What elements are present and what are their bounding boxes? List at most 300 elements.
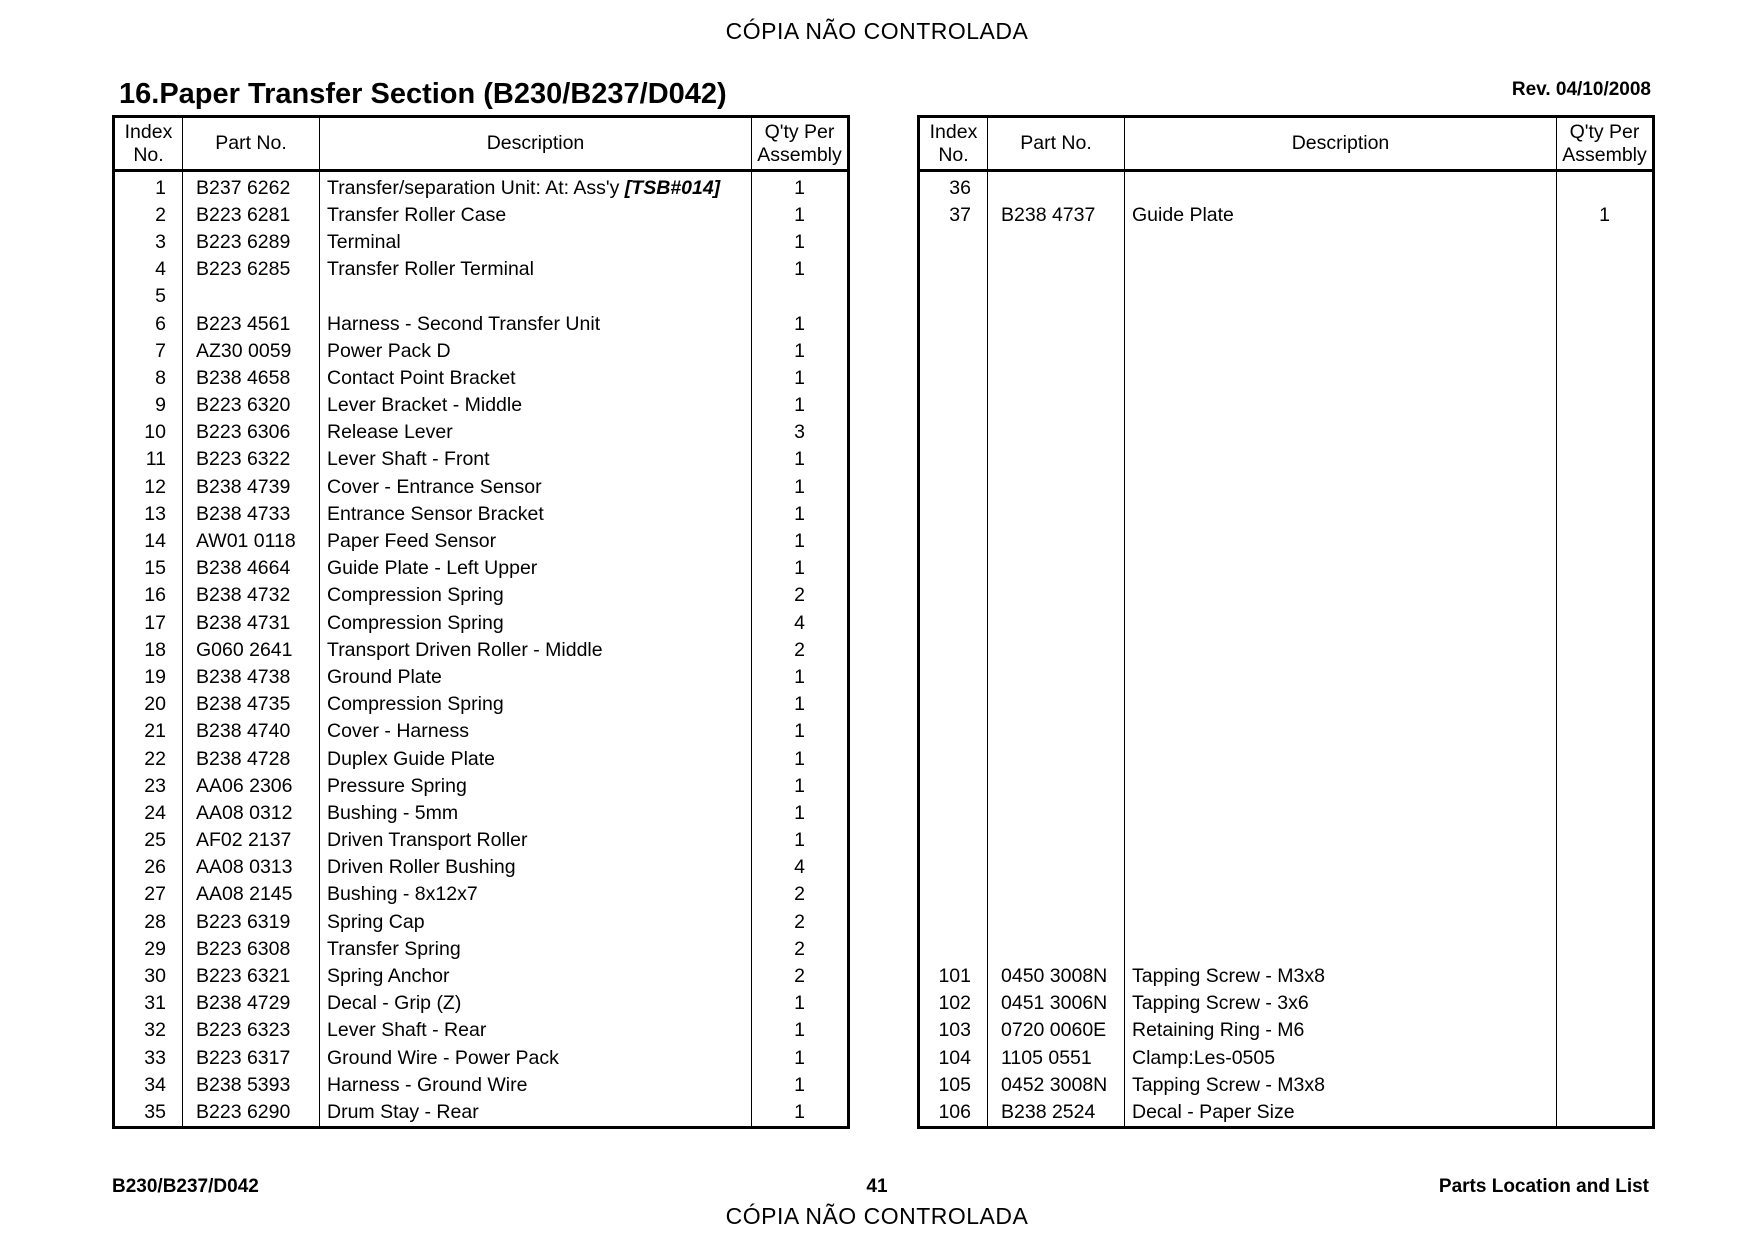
footer-section: Parts Location and List	[1438, 1176, 1649, 1197]
table-row	[114, 310, 849, 337]
cell-part-no	[183, 609, 320, 636]
cell-index-text: 103	[938, 1019, 971, 1042]
cell-description	[1125, 446, 1557, 473]
cell-index	[114, 772, 183, 799]
cell-description-text: Lever Shaft - Rear	[327, 1019, 487, 1042]
table-row	[919, 908, 1654, 935]
cell-index	[919, 1044, 988, 1071]
table-row	[114, 691, 849, 718]
cell-qty-text: 1	[794, 176, 805, 199]
cell-description	[1125, 854, 1557, 881]
cell-index-text: 20	[144, 693, 166, 716]
cell-index	[919, 854, 988, 881]
cell-qty	[1557, 881, 1654, 908]
table-row	[919, 799, 1654, 826]
table-row	[919, 171, 1654, 202]
cell-description-text: Harness - Ground Wire	[327, 1073, 528, 1096]
table-row	[919, 745, 1654, 772]
cell-index-text: 6	[155, 312, 166, 335]
cell-part-no	[183, 201, 320, 228]
cell-description	[320, 636, 752, 663]
cell-index	[114, 337, 183, 364]
cell-qty-text: 2	[794, 910, 805, 933]
table-row	[114, 582, 849, 609]
cell-part-no-text: B238 4658	[196, 366, 291, 389]
cell-part-no-text: B238 4739	[196, 475, 291, 498]
cell-part-no-text: 1105 0551	[1001, 1046, 1092, 1069]
cell-qty-text: 2	[794, 965, 805, 988]
cell-qty	[752, 990, 849, 1017]
table-row	[114, 1017, 849, 1044]
cell-qty	[752, 473, 849, 500]
cell-index-text: 8	[155, 366, 166, 389]
cell-index	[919, 636, 988, 663]
table-row	[114, 171, 849, 202]
cell-qty	[1557, 990, 1654, 1017]
cell-part-no	[183, 527, 320, 554]
cell-qty-text: 2	[794, 638, 805, 661]
cell-qty	[752, 663, 849, 690]
cell-index	[919, 500, 988, 527]
cell-qty	[1557, 691, 1654, 718]
cell-description-text: Driven Roller Bushing	[327, 856, 516, 879]
watermark-bottom: CÓPIA NÃO CONTROLADA	[725, 1203, 1029, 1229]
cell-qty-text: 1	[794, 992, 805, 1015]
cell-description	[1125, 256, 1557, 283]
cell-description	[320, 609, 752, 636]
cell-description	[320, 500, 752, 527]
cell-description	[320, 881, 752, 908]
cell-description-text: Transfer/separation Unit: At: Ass'y	[327, 176, 625, 199]
cell-description	[1125, 555, 1557, 582]
table-row	[114, 337, 849, 364]
table-row	[919, 935, 1654, 962]
cell-description	[320, 555, 752, 582]
cell-part-no-text: B223 6321	[196, 965, 291, 988]
cell-qty-text: 3	[794, 421, 805, 444]
cell-description-text: Terminal	[327, 230, 401, 253]
cell-part-no-text: AA08 0313	[196, 856, 293, 879]
cell-description	[1125, 283, 1557, 310]
cell-part-no	[183, 171, 320, 202]
header-qty: Q'ty Per Assembly	[1557, 117, 1654, 171]
cell-index	[919, 310, 988, 337]
cell-description-text: Compression Spring	[327, 584, 504, 607]
cell-description	[320, 446, 752, 473]
cell-index-text: 37	[949, 203, 971, 226]
cell-description	[320, 171, 752, 202]
cell-qty	[752, 962, 849, 989]
cell-index	[114, 446, 183, 473]
cell-description	[1125, 691, 1557, 718]
cell-part-no-text: B238 4728	[196, 747, 291, 770]
cell-description	[320, 582, 752, 609]
cell-qty-text: 1	[794, 801, 805, 824]
cell-index	[114, 256, 183, 283]
cell-part-no	[183, 310, 320, 337]
table-row	[114, 854, 849, 881]
cell-description-text: Duplex Guide Plate	[327, 747, 496, 770]
cell-description-text: Bushing - 8x12x7	[327, 883, 478, 906]
cell-index	[919, 582, 988, 609]
cell-qty	[752, 364, 849, 391]
cell-description	[1125, 1017, 1557, 1044]
cell-description	[320, 337, 752, 364]
cell-description	[1125, 609, 1557, 636]
cell-description-text: Retaining Ring - M6	[1132, 1019, 1305, 1042]
cell-part-no	[183, 745, 320, 772]
cell-index	[919, 718, 988, 745]
cell-index-text: 28	[144, 910, 166, 933]
cell-part-no-text: B223 6281	[196, 203, 291, 226]
table-row	[919, 990, 1654, 1017]
parts-table-left-body	[114, 171, 849, 1128]
cell-index-text: 11	[145, 448, 166, 471]
cell-qty	[1557, 500, 1654, 527]
header-index: Index No.	[919, 117, 988, 171]
cell-description	[1125, 228, 1557, 255]
cell-index-text: 13	[144, 502, 166, 525]
cell-qty-text: 1	[794, 203, 805, 226]
cell-index	[114, 364, 183, 391]
cell-description	[320, 1098, 752, 1127]
table-row	[919, 473, 1654, 500]
cell-part-no	[988, 636, 1125, 663]
cell-part-no	[988, 555, 1125, 582]
cell-description-text: Compression Spring	[327, 693, 504, 716]
cell-index-text: 1	[155, 176, 166, 199]
cell-description	[1125, 745, 1557, 772]
cell-description-text: Cover - Harness	[327, 720, 469, 743]
cell-description-text: Guide Plate - Left Upper	[327, 557, 538, 580]
table-row	[114, 1044, 849, 1071]
cell-index	[919, 228, 988, 255]
cell-index-text: 104	[938, 1046, 971, 1069]
cell-qty	[752, 636, 849, 663]
cell-part-no	[183, 392, 320, 419]
cell-qty	[752, 854, 849, 881]
cell-part-no	[988, 827, 1125, 854]
cell-qty	[752, 392, 849, 419]
cell-description-text: Tapping Screw - M3x8	[1132, 1073, 1325, 1096]
cell-qty	[1557, 827, 1654, 854]
cell-description-text: Entrance Sensor Bracket	[327, 502, 544, 525]
cell-index	[114, 392, 183, 419]
cell-part-no	[183, 636, 320, 663]
cell-index	[114, 283, 183, 310]
cell-description	[320, 310, 752, 337]
header-qty: Q'ty Per Assembly	[752, 117, 849, 171]
cell-index	[919, 364, 988, 391]
cell-description	[1125, 337, 1557, 364]
cell-part-no-text: B238 4732	[196, 584, 291, 607]
table-row	[919, 527, 1654, 554]
cell-part-no	[183, 256, 320, 283]
cell-qty	[752, 935, 849, 962]
cell-qty	[1557, 663, 1654, 690]
cell-part-no	[183, 364, 320, 391]
table-row	[919, 446, 1654, 473]
cell-description-text: Pressure Spring	[327, 774, 467, 797]
cell-part-no	[988, 364, 1125, 391]
cell-index-text: 102	[938, 992, 971, 1015]
table-row	[114, 500, 849, 527]
table-row	[114, 1071, 849, 1098]
header-index: Index No.	[114, 117, 183, 171]
cell-description	[1125, 500, 1557, 527]
cell-index-text: 9	[155, 394, 166, 417]
cell-description	[320, 908, 752, 935]
cell-index	[919, 935, 988, 962]
cell-index-text: 31	[144, 992, 166, 1015]
cell-part-no-text: B223 6306	[196, 421, 291, 444]
cell-part-no-text: B223 6290	[196, 1100, 291, 1123]
cell-index	[919, 446, 988, 473]
cell-qty	[1557, 1098, 1654, 1127]
cell-description-text: Transfer Roller Case	[327, 203, 507, 226]
table-row	[919, 827, 1654, 854]
table-row	[114, 446, 849, 473]
cell-description-text: Lever Bracket - Middle	[327, 394, 523, 417]
cell-index-text: 32	[144, 1019, 166, 1042]
cell-qty	[752, 171, 849, 202]
cell-description-text: Tapping Screw - 3x6	[1132, 992, 1309, 1015]
cell-description	[1125, 827, 1557, 854]
cell-part-no	[183, 473, 320, 500]
cell-qty-text: 1	[794, 475, 805, 498]
cell-index	[114, 473, 183, 500]
cell-qty	[1557, 1071, 1654, 1098]
cell-index-text: 23	[144, 774, 166, 797]
cell-qty	[752, 799, 849, 826]
cell-index	[919, 990, 988, 1017]
cell-part-no	[988, 171, 1125, 202]
footer-page-number: 41	[866, 1176, 888, 1197]
cell-qty-text: 1	[794, 530, 805, 553]
cell-qty-text: 1	[794, 557, 805, 580]
cell-description	[1125, 419, 1557, 446]
cell-index-text: 26	[144, 856, 166, 879]
cell-part-no-text: B238 4733	[196, 502, 291, 525]
header-description: Description	[1125, 117, 1557, 171]
cell-description-text: Driven Transport Roller	[327, 829, 528, 852]
cell-description-text: Spring Cap	[327, 910, 425, 933]
cell-description-text: Power Pack D	[327, 339, 451, 362]
cell-qty	[1557, 527, 1654, 554]
cell-index	[919, 609, 988, 636]
cell-description-text: Contact Point Bracket	[327, 366, 516, 389]
cell-index-text: 36	[949, 176, 971, 199]
cell-index	[114, 935, 183, 962]
cell-qty	[1557, 799, 1654, 826]
cell-index	[919, 1071, 988, 1098]
cell-part-no-text: B238 2524	[1001, 1100, 1096, 1123]
table-row	[919, 228, 1654, 255]
table-row	[114, 990, 849, 1017]
cell-description	[1125, 908, 1557, 935]
cell-qty	[1557, 201, 1654, 228]
cell-part-no-text: AA06 2306	[196, 774, 293, 797]
cell-index	[114, 990, 183, 1017]
cell-index-text: 14	[144, 530, 166, 553]
cell-qty-text: 2	[794, 937, 805, 960]
cell-description	[1125, 663, 1557, 690]
cell-description-text: Drum Stay - Rear	[327, 1100, 479, 1123]
cell-qty	[752, 881, 849, 908]
cell-part-no	[183, 582, 320, 609]
cell-description-text: Tapping Screw - M3x8	[1132, 965, 1325, 988]
cell-index-text: 2	[155, 203, 166, 226]
cell-qty-text: 1	[1599, 203, 1610, 226]
cell-description	[320, 392, 752, 419]
table-row	[114, 663, 849, 690]
table-row	[114, 935, 849, 962]
cell-description	[320, 364, 752, 391]
cell-qty-text: 1	[794, 665, 805, 688]
cell-part-no-text: B238 4664	[196, 557, 291, 580]
cell-description	[320, 990, 752, 1017]
cell-part-no-text: B223 6319	[196, 910, 291, 933]
table-row	[919, 881, 1654, 908]
cell-qty-text: 1	[794, 394, 805, 417]
cell-part-no	[183, 691, 320, 718]
cell-index	[114, 962, 183, 989]
table-row	[919, 1071, 1654, 1098]
cell-index-text: 15	[144, 557, 166, 580]
table-row	[114, 419, 849, 446]
cell-part-no	[183, 283, 320, 310]
cell-part-no	[183, 555, 320, 582]
footer-model: B230/B237/D042	[112, 1176, 259, 1197]
table-row	[919, 1044, 1654, 1071]
table-row	[114, 527, 849, 554]
cell-index	[114, 827, 183, 854]
cell-part-no-text: G060 2641	[196, 638, 293, 661]
cell-qty	[1557, 392, 1654, 419]
cell-index-text: 24	[144, 801, 166, 824]
cell-description	[1125, 1071, 1557, 1098]
cell-index-text: 101	[938, 965, 971, 988]
cell-part-no-text: AF02 2137	[196, 829, 292, 852]
cell-description	[320, 283, 752, 310]
cell-part-no-text: AW01 0118	[196, 530, 296, 553]
table-row	[114, 745, 849, 772]
cell-qty	[1557, 636, 1654, 663]
cell-part-no	[183, 935, 320, 962]
cell-description	[1125, 636, 1557, 663]
cell-description	[1125, 881, 1557, 908]
cell-index	[919, 392, 988, 419]
tsb-note: [TSB#014]	[624, 176, 721, 199]
cell-qty	[1557, 745, 1654, 772]
cell-description	[320, 799, 752, 826]
cell-description-text: Bushing - 5mm	[327, 801, 459, 824]
cell-part-no	[988, 392, 1125, 419]
table-row	[919, 500, 1654, 527]
cell-index-text: 4	[155, 258, 166, 281]
cell-part-no	[183, 962, 320, 989]
cell-description-text: Ground Plate	[327, 665, 442, 688]
cell-index	[114, 171, 183, 202]
cell-part-no-text: B238 4731	[196, 611, 291, 634]
cell-description	[1125, 310, 1557, 337]
cell-index	[114, 881, 183, 908]
cell-part-no-text: AA08 0312	[196, 801, 293, 824]
table-row	[114, 718, 849, 745]
cell-index	[114, 228, 183, 255]
cell-part-no-text: AZ30 0059	[196, 339, 292, 362]
cell-index	[919, 799, 988, 826]
cell-index-text: 25	[144, 829, 166, 852]
cell-qty-text: 1	[794, 339, 805, 362]
cell-index-text: 106	[938, 1100, 971, 1123]
cell-qty	[752, 283, 849, 310]
cell-index	[919, 745, 988, 772]
cell-index-text: 16	[144, 584, 166, 607]
cell-description	[1125, 364, 1557, 391]
cell-index	[114, 1044, 183, 1071]
cell-description	[1125, 772, 1557, 799]
cell-description	[1125, 527, 1557, 554]
cell-qty	[752, 745, 849, 772]
cell-qty	[1557, 446, 1654, 473]
cell-qty-text: 1	[794, 1046, 805, 1069]
cell-part-no	[988, 337, 1125, 364]
header-part-no: Part No.	[988, 117, 1125, 171]
cell-description	[1125, 1098, 1557, 1127]
cell-qty-text: 1	[794, 720, 805, 743]
table-row	[114, 609, 849, 636]
cell-part-no	[183, 908, 320, 935]
cell-description	[320, 691, 752, 718]
table-row	[114, 908, 849, 935]
cell-index	[114, 555, 183, 582]
cell-index	[114, 419, 183, 446]
cell-description-text: Compression Spring	[327, 611, 504, 634]
cell-qty	[752, 228, 849, 255]
cell-index-text: 30	[144, 965, 166, 988]
cell-part-no	[988, 881, 1125, 908]
cell-qty	[752, 718, 849, 745]
cell-description	[1125, 718, 1557, 745]
cell-description-text: Spring Anchor	[327, 965, 450, 988]
cell-index-text: 29	[144, 937, 166, 960]
cell-part-no	[988, 663, 1125, 690]
cell-index-text: 18	[144, 638, 166, 661]
header-description: Description	[320, 117, 752, 171]
cell-qty	[1557, 1044, 1654, 1071]
cell-qty-text: 1	[794, 829, 805, 852]
cell-part-no	[183, 446, 320, 473]
cell-description-text: Release Lever	[327, 421, 453, 444]
table-row	[114, 962, 849, 989]
page-title: 16.Paper Transfer Section (B230/B237/D042)	[119, 78, 727, 110]
cell-qty	[752, 310, 849, 337]
cell-part-no	[988, 500, 1125, 527]
table-row	[114, 283, 849, 310]
cell-qty-text: 1	[794, 258, 805, 281]
cell-description	[320, 228, 752, 255]
cell-part-no	[183, 827, 320, 854]
table-row	[919, 283, 1654, 310]
cell-description	[1125, 935, 1557, 962]
cell-qty	[1557, 337, 1654, 364]
cell-part-no	[183, 1017, 320, 1044]
cell-part-no	[988, 256, 1125, 283]
cell-part-no	[988, 854, 1125, 881]
cell-description-text: Transfer Roller Terminal	[327, 258, 534, 281]
cell-index	[919, 419, 988, 446]
